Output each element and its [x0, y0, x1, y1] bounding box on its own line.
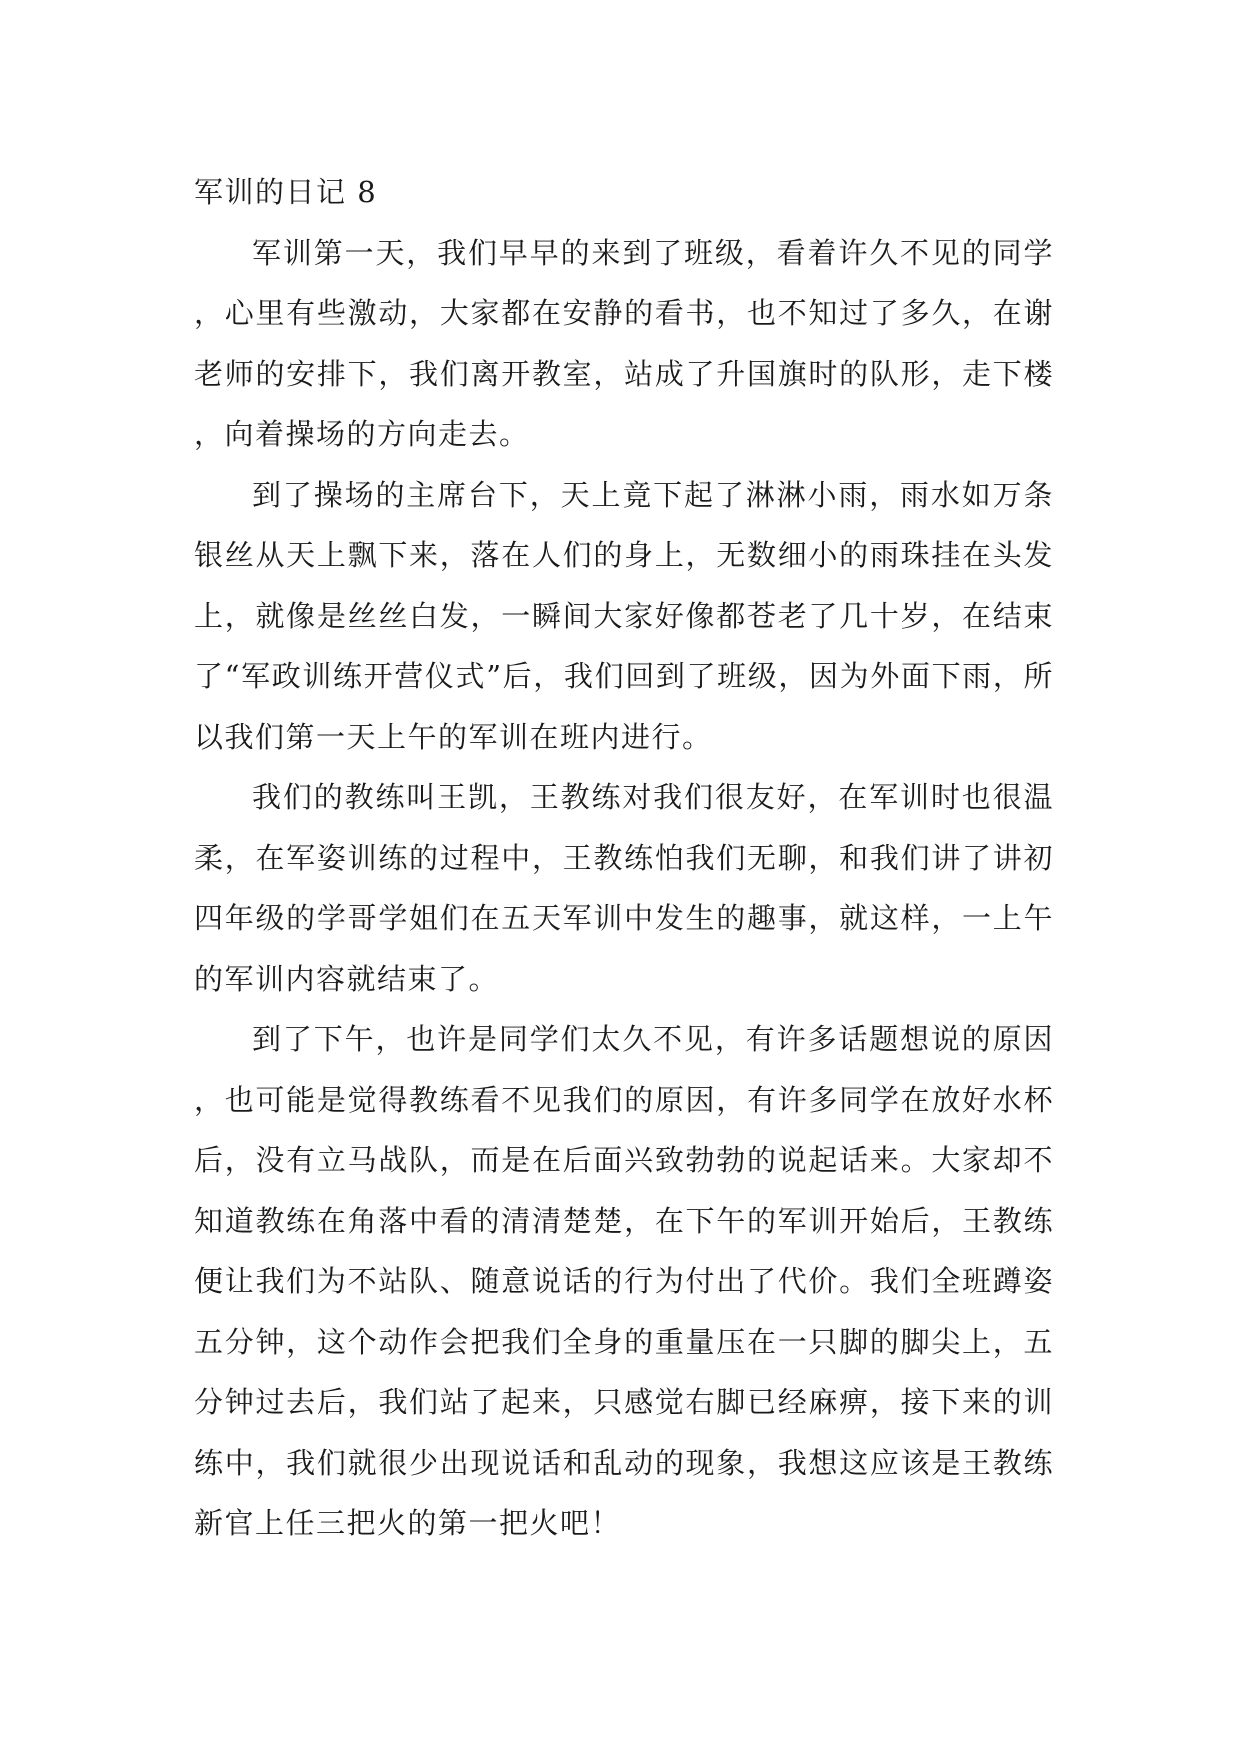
paragraph-2: 到了操场的主席台下，天上竟下起了淋淋小雨，雨水如万条银丝从天上飘下来，落在人们的身上，无数细小的雨珠挂在头发上，就像是丝丝白发，一瞬间大家好像都苍老了几十岁，在结束了“军政训练开营仪式”后，我们回到了班级，因为外面下雨，所以我们第一天上午的军训在班内进行。 — [194, 477, 1054, 754]
document-body — [194, 162, 1054, 1554]
paragraph-1: 军训第一天，我们早早的来到了班级，看着许久不见的同学，心里有些激动，大家都在安静的看书，也不知过了多久，在谢老师的安排下，我们离开教室，站成了升国旗时的队形，走下楼，向着操场的方向走去。 — [194, 235, 1054, 451]
paragraph-3: 我们的教练叫王凯，王教练对我们很友好，在军训时也很温柔，在军姿训练的过程中，王教练怕我们无聊，和我们讲了讲初四年级的学哥学姐们在五天军训中发生的趣事，就这样，一上午的军训内容就结束了。 — [194, 780, 1054, 996]
document-title: 军训的日记 8 — [194, 175, 378, 209]
paragraph-4: 到了下午，也许是同学们太久不见，有许多话题想说的原因，也可能是觉得教练看不见我们的原因，有许多同学在放好水杯后，没有立马战队，而是在后面兴致勃勃的说起话来。大家却不知道教练在角落中看的清清楚楚，在下午的军训开始后，王教练便让我们为不站队、随意说话的行为付出了代价。我们全班蹲姿五分钟，这个动作会把我们全身的重量压在一只脚的脚尖上，五分钟过去后，我们站了起来，只感觉右脚已经麻痹，接下来的训练中，我们就很少出现说话和乱动的现象，我想这应该是王教练新官上任三把火的第一把火吧！ — [194, 1022, 1054, 1540]
